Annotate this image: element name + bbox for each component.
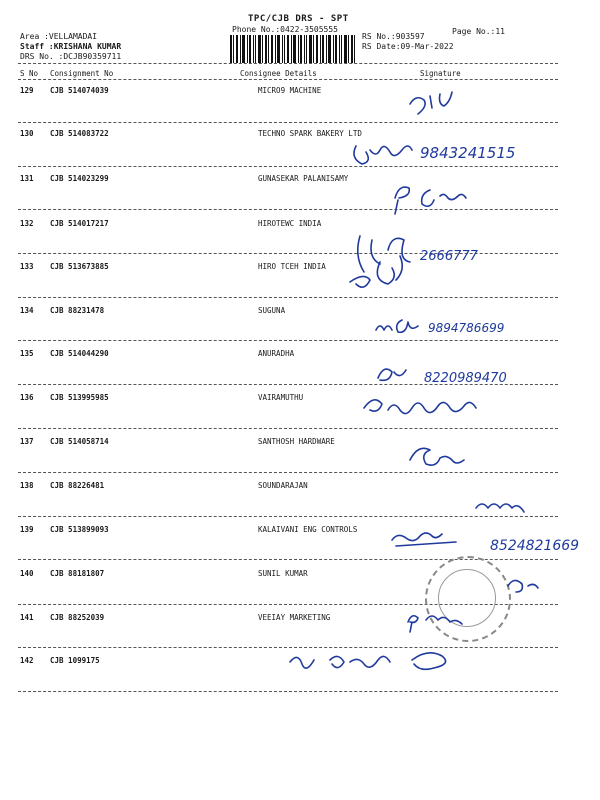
row-consignment: CJB 513995985 — [50, 393, 109, 402]
row-consignment: CJB 514017217 — [50, 219, 109, 228]
divider — [18, 166, 558, 167]
staff-label: Staff :KRISHANA KUMAR — [20, 42, 122, 51]
table-row — [0, 86, 600, 96]
row-consignment: CJB 513673885 — [50, 262, 109, 271]
table-row — [0, 306, 600, 316]
drs-number: DRS No. :DCJB90359711 — [20, 52, 122, 61]
row-sno: 140 — [20, 569, 34, 578]
row-consignee: HIROTEWC INDIA — [258, 219, 322, 228]
row-consignee: HIRO TCEH INDIA — [258, 262, 326, 271]
row-consignee: SUGUNA — [258, 306, 286, 315]
table-row — [0, 129, 600, 139]
row-consignee: SUNIL KUMAR — [258, 569, 308, 578]
row-consignee: KALAIVANI ENG CONTROLS — [258, 525, 358, 534]
table-row — [0, 174, 600, 184]
handwritten-number-133: 2666777 — [420, 249, 478, 264]
divider — [18, 647, 558, 648]
row-consignment: CJB 88252039 — [50, 613, 105, 622]
table-row — [0, 393, 600, 403]
row-sno: 130 — [20, 129, 34, 138]
table-row — [0, 613, 600, 623]
row-consignee: SOUNDARAJAN — [258, 481, 308, 490]
row-consignment: CJB 514083722 — [50, 129, 109, 138]
divider — [18, 472, 558, 473]
signature-138 — [476, 504, 524, 512]
divider — [18, 384, 558, 385]
col-header-sno: S No — [20, 69, 39, 78]
area-label: Area :VELLAMADAI — [20, 32, 98, 41]
row-consignment: CJB 514074039 — [50, 86, 109, 95]
sheet-title: TPC/CJB DRS - SPT — [248, 14, 349, 24]
row-consignee: TECHNO SPARK BAKERY LTD — [258, 129, 362, 138]
row-consignment: CJB 1099175 — [50, 656, 100, 665]
phone-number: Phone No.:0422-3505555 — [232, 25, 338, 34]
row-consignee: VAIRAMUTHU — [258, 393, 304, 402]
signature-137 — [410, 448, 464, 465]
row-consignee: SANTHOSH HARDWARE — [258, 437, 335, 446]
table-row — [0, 349, 600, 359]
table-row — [0, 219, 600, 229]
row-sno: 139 — [20, 525, 34, 534]
col-header-consignee: Consignee Details — [240, 69, 317, 78]
row-consignee: GUNASEKAR PALANISAMY — [258, 174, 349, 183]
row-sno: 135 — [20, 349, 34, 358]
col-header-signature: Signature — [420, 69, 461, 78]
divider — [18, 79, 558, 80]
divider — [18, 428, 558, 429]
row-consignment: CJB 513899093 — [50, 525, 109, 534]
row-sno: 132 — [20, 219, 34, 228]
row-sno: 142 — [20, 656, 34, 665]
row-sno: 138 — [20, 481, 34, 490]
rs-number: RS No.:903597 — [362, 32, 425, 41]
row-consignee: MICRO9 MACHINE — [258, 86, 322, 95]
row-consignment: CJB 88226481 — [50, 481, 105, 490]
divider — [18, 209, 558, 210]
divider — [18, 297, 558, 298]
divider — [18, 63, 558, 64]
table-row — [0, 569, 600, 579]
table-row — [0, 525, 600, 535]
handwritten-number-134: 9894786699 — [428, 321, 505, 335]
signature-130 — [354, 146, 412, 164]
divider — [18, 691, 558, 692]
row-consignee: VEEIAY MARKETING — [258, 613, 331, 622]
row-consignment: CJB 88181807 — [50, 569, 105, 578]
divider — [18, 122, 558, 123]
barcode-image — [230, 35, 355, 63]
company-stamp-inner — [438, 569, 496, 627]
handwritten-number-130: 9843241515 — [420, 144, 516, 162]
signature-135 — [378, 369, 406, 380]
row-sno: 131 — [20, 174, 34, 183]
row-sno: 136 — [20, 393, 34, 402]
row-sno: 129 — [20, 86, 34, 95]
divider — [18, 516, 558, 517]
row-consignment: CJB 514058714 — [50, 437, 109, 446]
row-consignment: CJB 88231478 — [50, 306, 105, 315]
divider — [18, 340, 558, 341]
row-consignment: CJB 514023299 — [50, 174, 109, 183]
table-row — [0, 481, 600, 491]
rs-date: RS Date:09-Mar-2022 — [362, 42, 454, 51]
table-row — [0, 437, 600, 447]
row-sno: 134 — [20, 306, 34, 315]
handwritten-number-135: 8220989470 — [424, 371, 507, 386]
table-row — [0, 262, 600, 272]
divider — [18, 253, 558, 254]
row-sno: 133 — [20, 262, 34, 271]
page-number: Page No.:11 — [452, 27, 505, 36]
row-consignment: CJB 514044290 — [50, 349, 109, 358]
col-header-consignment: Consignment No — [50, 69, 114, 78]
signature-140 — [508, 580, 538, 592]
row-sno: 141 — [20, 613, 34, 622]
handwritten-number-139: 8524821669 — [490, 538, 580, 554]
row-consignee: ANURADHA — [258, 349, 295, 358]
row-sno: 137 — [20, 437, 34, 446]
table-row — [0, 656, 600, 666]
signature-134 — [376, 320, 418, 332]
